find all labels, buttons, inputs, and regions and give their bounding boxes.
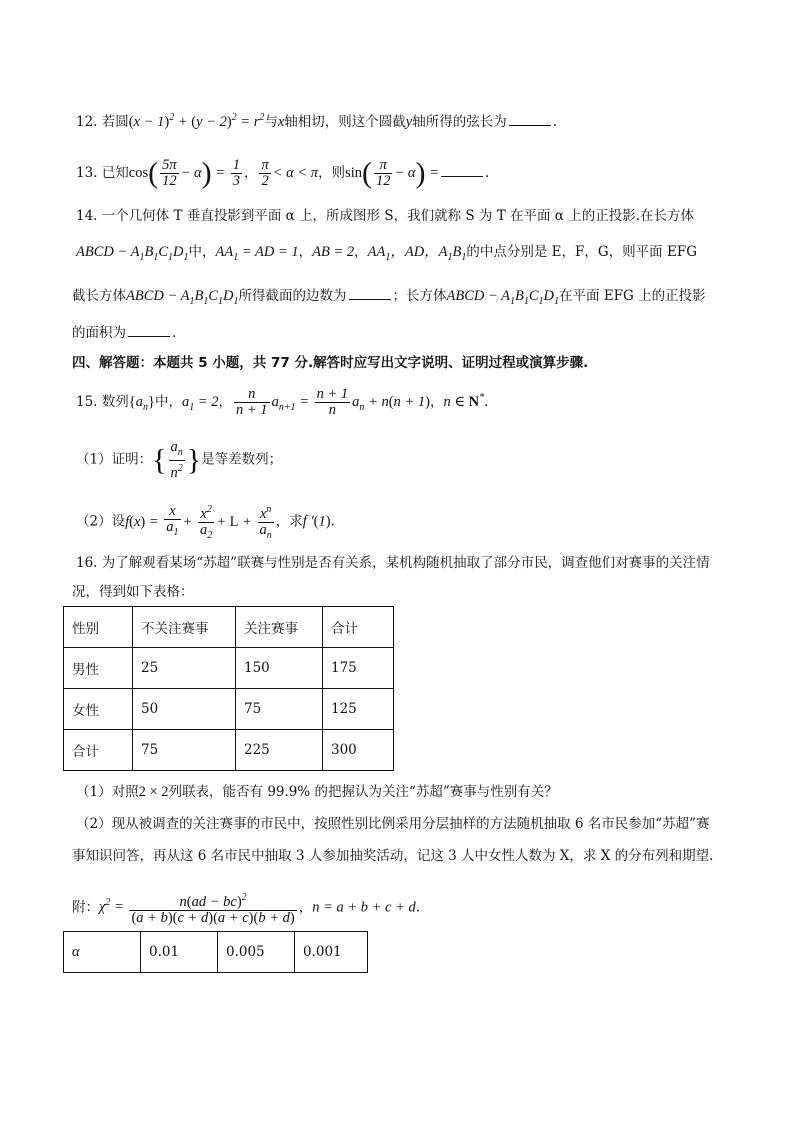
table-row [64,689,394,730]
q15-recurrence: $\frac{n}{n + 1}$ $a_{n+1}$ = $\frac{n + 1}{n}$ $a_n + n(n + 1)$ [236,386,430,418]
q14-text-1: 14. 一个几何体 T 垂直投影到平面 α 上，所成图形 S，我们就称 S 为 T 在平面 α 上的正投影.在长方体 [76,208,694,224]
question-12: 12. 若圆$(x - 1)^2 + (y - 2)^2 = r^2$与x轴相切，则这个圆截y轴所得的弦长为 . [76,112,558,130]
question-13: 13. 已知cos( $\frac{5\pi}{12}$ − α) = $\frac{1}{3}$ ， $\frac{\pi}{2}$ < α < π，则sin( $\frac{\pi}{12}$ − α) = . [76,156,490,190]
table-row [64,730,394,771]
table-row [64,648,394,689]
table-cell: 150 [236,648,323,689]
q14-answer-blank-2 [128,322,170,337]
table-cell: 75 [236,689,323,730]
q13-formula-range: $\frac{\pi}{2}$ < α < π [261,157,319,189]
table-cell: 175 [323,648,394,689]
table-cell: 男性 [64,648,133,689]
q16-part-1: （1）对照2 × 2列联表，能否有 99.9% 的把握认为关注“苏超”赛事与性别有关？ [76,784,558,800]
q14-line-1 [76,206,694,226]
table-cell: 0.01 [141,932,218,973]
table-cell: 女性 [64,689,133,730]
table-cell: 125 [323,689,394,730]
q16-part-2-line-1: （2）现从被调查的关注赛事的市民中，按照性别比例采用分层抽样的方法随机抽取 6 名市民参加“苏超”赛 [76,816,710,832]
q12-text-mid1: 与 [264,113,278,130]
table-cell: 25 [133,648,236,689]
chi-square-formula: $\chi^2$ = $\frac{n(ad - bc)^2}{(a + b)(c + d)(a + c)(b + d)}$ [99,892,295,926]
alpha-label-cell: α [64,932,141,973]
section-heading: 四、解答题：本题共 5 小题，共 77 分.解答时应写出文字说明、证明过程或演算步骤. [72,355,589,371]
table-header-cell: 不关注赛事 [133,607,236,648]
table-cell: 50 [133,689,236,730]
table-cell: 75 [133,730,236,771]
q12-text-mid2: 轴相切，则这个圆截 [284,113,406,130]
q12-answer-blank [509,111,551,126]
appendix-formula: 附：$\chi^2$ = $\frac{n(ad - bc)^2}{(a + b)(c + d)(a + c)(b + d)}$ ，n = a + b + c + d. [72,892,421,926]
q14-line-3: 截长方体ABCD − $A_1B_1C_1D_1$所得截面的边数为 ；长方体ABCD − $A_1B_1C_1D_1$在平面 EFG 上的正投影 [72,285,706,312]
alpha-table [63,931,368,973]
q15-part-1: （1）证明：{ $\frac{a_n}{n^2}$ }是等差数列； [76,439,283,481]
table-header-cell: 性别 [64,607,133,648]
q12-number: 12. [76,113,98,130]
survey-table [63,606,394,771]
table-cell: 225 [236,730,323,771]
q13-number: 13. [76,164,98,181]
question-15: 15. 数列$\{a_n\}$中，$a_1 = 2$， $\frac{n}{n + 1}$ $a_{n+1}$ = $\frac{n + 1}{n}$ $a_n + n(n + 1)$，n ∈ N*. [76,386,489,418]
q14-line-4: 的面积为 . [72,322,176,343]
q13-formula-cos: cos( $\frac{5\pi}{12}$ − α) = $\frac{1}{3}$ [128,156,240,190]
q13-text-pre: 已知 [101,164,129,181]
q16-line-2: 况，得到如下表格： [72,584,194,600]
q12-text-mid3: 轴所得的弦长为 [412,113,507,130]
q13-formula-sin: sin( $\frac{\pi}{12}$ − α) = [345,156,439,190]
table-header-cell: 关注赛事 [236,607,323,648]
q13-answer-blank [441,162,483,177]
q12-text-pre: 若圆 [101,113,129,130]
q14-line-2: ABCD − $A_1B_1C_1D_1$中，$AA_1$ = AD = 1，AB = 2，$AA_1$，AD，$A_1B_1$的中点分别是 E，F，G，则平面 EFG [76,244,697,263]
table-cell: 0.005 [218,932,295,973]
q14-answer-blank-1 [349,285,391,300]
table-cell: 合计 [64,730,133,771]
table-row [64,932,368,973]
q12-formula: $(x - 1)^2 + (y - 2)^2 = r^2$ [128,112,265,130]
q16-line-1: 16. 为了解观看某场“苏超”联赛与性别是否有关系，某机构随机抽取了部分市民，调查他们对赛事的关注情 [76,555,710,571]
table-header-row [64,607,394,648]
table-cell: 0.001 [295,932,368,973]
table-cell: 300 [323,730,394,771]
table-header-cell: 合计 [323,607,394,648]
q16-part-2-line-2: 事知识问答，再从这 6 名市民中抽取 3 人参加抽奖活动，记这 3 人中女性人数为 X，求 X 的分布列和期望. [72,848,714,864]
q15-part-2: （2）设f(x) = $\frac{x}{a_1}$ + $\frac{x^2}{a_2}$ + L + $\frac{x^n}{a_n}$ ，求f ′(1). [76,503,335,541]
